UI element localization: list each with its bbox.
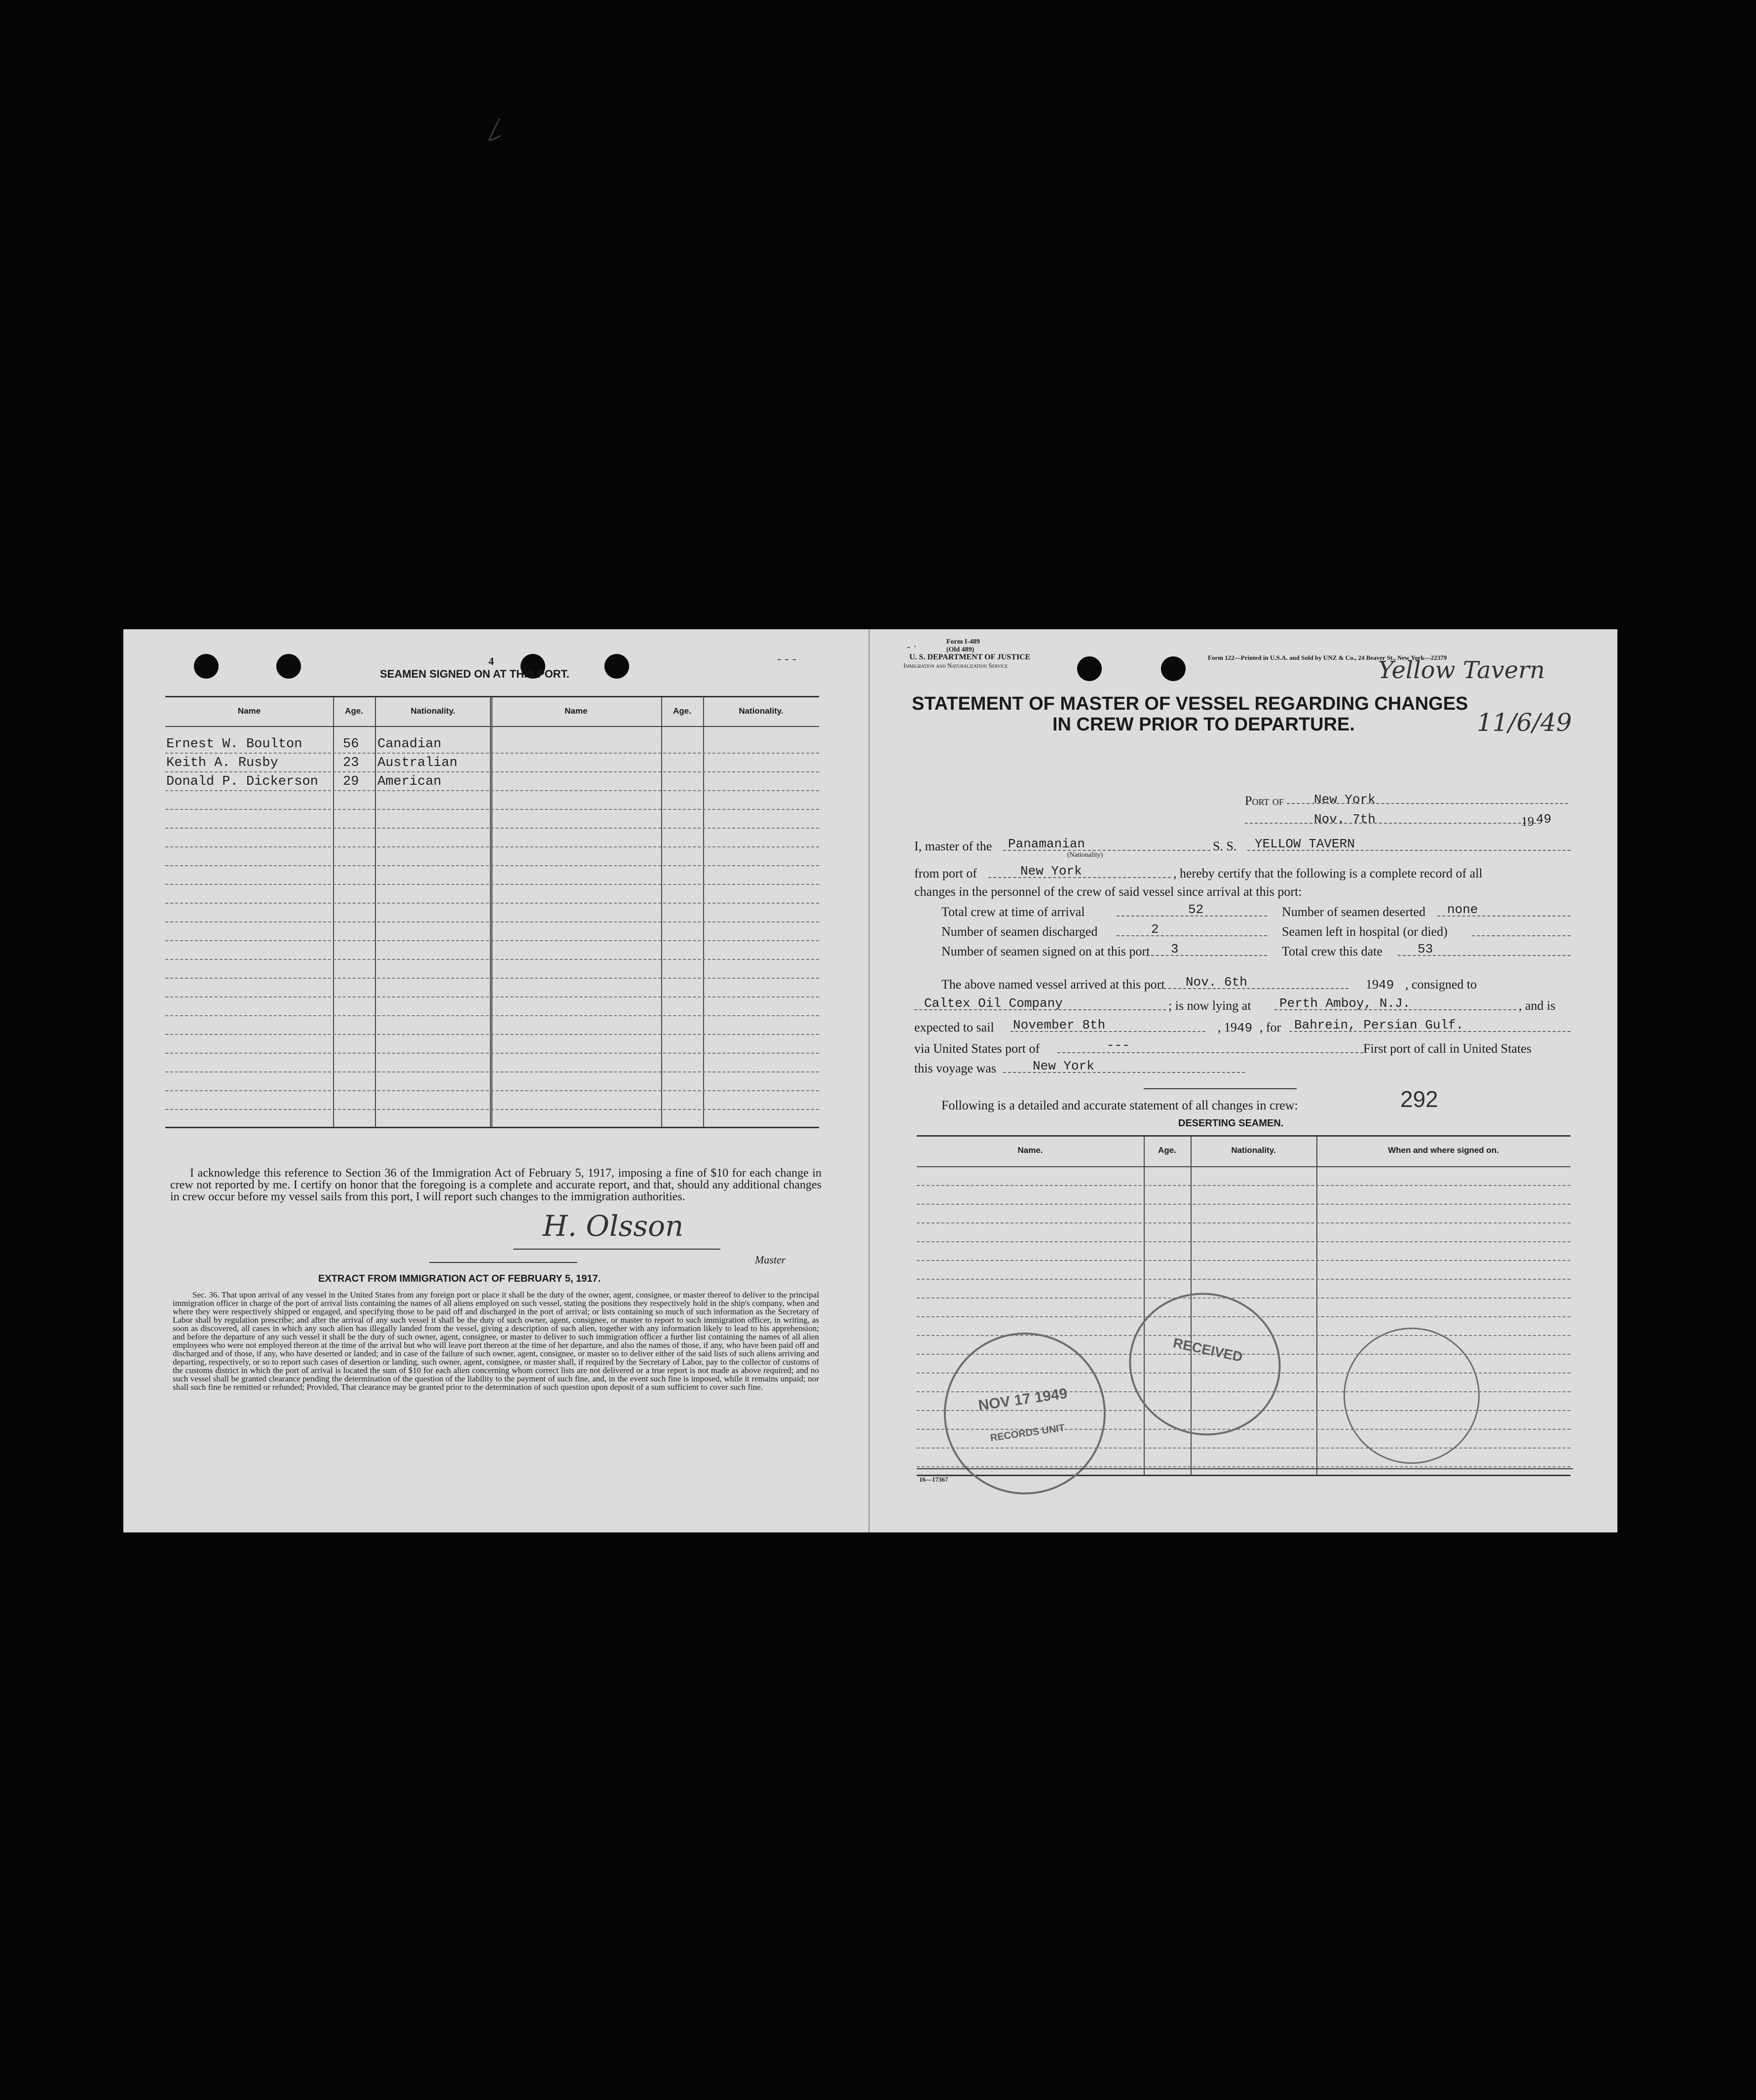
acknowledgment-text: I acknowledge this reference to Section 36 of the Immigration Act of February 5, 1917, imposing a fine of $10 for each change in crew not reported by me. I certify on honor that the foregoing is a complete and accurate report, and that, should any additional changes in crew occur before my vessel sails from this port, I will report such changes to the immigration authorities. — [170, 1167, 822, 1203]
for-label: , for — [1260, 1020, 1281, 1034]
crew-nationality: American — [377, 774, 442, 789]
discharged-field — [1117, 935, 1267, 936]
col-header-nationality-2: Nationality. — [739, 706, 784, 716]
table-row-line — [917, 1222, 1570, 1223]
statement-label: Following is a detailed and accurate statement of all changes in crew: — [941, 1098, 1298, 1112]
table-row-line — [917, 1204, 1570, 1205]
table-row-line — [165, 959, 819, 960]
table-row-line — [165, 903, 819, 904]
right-page — [868, 629, 1617, 1532]
total-crew-date-value: 53 — [1418, 942, 1433, 956]
consigned-label: , consigned to — [1405, 977, 1477, 992]
deserted-label: Number of seamen deserted — [1282, 905, 1425, 919]
discharged-value: 2 — [1151, 922, 1159, 937]
table-row-line — [165, 1015, 819, 1016]
crew-age: 56 — [343, 737, 359, 752]
port-seal-stamp — [1344, 1328, 1480, 1464]
table-row-line — [165, 921, 819, 922]
handwritten-vessel-name: Yellow Tavern — [1378, 656, 1545, 684]
divider — [1144, 1088, 1297, 1089]
printer-note: Form 122—Printed in U.S.A. and Sold by UNZ & Co., 24 Beaver St., New York—22379 — [1208, 654, 1447, 661]
signed-on-value: 3 — [1171, 942, 1179, 956]
hospital-field — [1472, 935, 1570, 936]
handwritten-date: 11/6/49 — [1477, 708, 1572, 737]
table-row-line — [165, 865, 819, 866]
voyage-value: New York — [1033, 1059, 1094, 1073]
column-divider — [375, 697, 376, 1127]
crew-age: 23 — [343, 756, 359, 770]
arrived-year-value: 49 — [1379, 978, 1394, 993]
col-header-nationality: Nationality. — [411, 706, 455, 716]
punch-hole — [194, 654, 219, 679]
total-crew-arrival-value: 52 — [1188, 902, 1204, 917]
column-divider — [490, 697, 492, 1127]
table-row-line — [165, 884, 819, 885]
seamen-signed-table — [165, 696, 819, 1128]
col-header-signed-on: When and where signed on. — [1388, 1145, 1499, 1155]
punch-hole — [604, 654, 629, 679]
table-row-line — [165, 1109, 819, 1110]
extract-title: EXTRACT FROM IMMIGRATION ACT OF FEBRUARY 5, 1917. — [318, 1273, 601, 1284]
and-is-label: , and is — [1519, 998, 1556, 1013]
table-row-line — [165, 1071, 819, 1072]
consignee-value: Caltex Oil Company — [924, 996, 1063, 1011]
table-row-line — [165, 790, 819, 791]
from-port-label: from port of — [914, 866, 977, 880]
table-row-line — [917, 1260, 1570, 1261]
punch-hole — [1161, 656, 1186, 681]
col-header-name-2: Name — [564, 706, 588, 716]
via-field — [1057, 1052, 1363, 1053]
col-header-age: Age. — [1158, 1145, 1176, 1155]
signed-on-field — [1146, 955, 1267, 956]
expected-value: November 8th — [1013, 1018, 1106, 1032]
year-value: 49 — [1536, 812, 1552, 827]
form-number: Form I-489 — [946, 638, 980, 646]
page-stamp-number: 292 — [1400, 1086, 1438, 1112]
form-code: 16—17367 — [919, 1476, 948, 1483]
ss-label: S. S. — [1213, 839, 1237, 853]
form-title-line-2: IN CREW PRIOR TO DEPARTURE. — [1052, 714, 1355, 735]
table-row-line — [165, 753, 819, 754]
nationality-caption: (Nationality) — [1067, 851, 1103, 859]
column-divider — [661, 697, 662, 1127]
column-divider — [703, 697, 704, 1127]
crew-name: Keith A. Rusby — [166, 756, 278, 770]
year-prefix: 19 — [1521, 814, 1534, 829]
table-row-line — [165, 809, 819, 810]
table-row-line — [165, 978, 819, 979]
left-page — [123, 629, 868, 1532]
crew-age: 29 — [343, 774, 359, 789]
sail-year: , 1949 — [1218, 1020, 1253, 1035]
table-row-line — [917, 1185, 1570, 1186]
seamen-signed-title: SEAMEN SIGNED ON AT THIS PORT. — [380, 668, 569, 680]
crew-nationality: Canadian — [377, 737, 442, 752]
date-field — [1245, 823, 1541, 824]
table-row-line — [165, 846, 819, 847]
from-port-value: New York — [1020, 864, 1082, 878]
table-row-line — [165, 828, 819, 829]
discharged-label: Number of seamen discharged — [941, 924, 1098, 939]
signature-line — [513, 1249, 720, 1250]
stamp-received: RECEIVED — [1171, 1335, 1244, 1365]
form-title-line-1: STATEMENT OF MASTER OF VESSEL REGARDING CHANGES — [912, 693, 1468, 714]
stamp-unit: RECORDS UNIT — [989, 1422, 1066, 1444]
master-label: Master — [755, 1254, 786, 1266]
destination-value: Bahrein, Persian Gulf. — [1294, 1018, 1464, 1032]
table-row-line — [165, 996, 819, 997]
signed-on-label: Number of seamen signed on at this port — [941, 944, 1150, 958]
arrived-year: 1949 — [1366, 977, 1394, 993]
service-name: Immigration and Naturalization Service — [903, 662, 1008, 669]
crew-nationality: Australian — [377, 756, 458, 770]
table-header — [917, 1137, 1570, 1167]
via-label: via United States port of — [914, 1041, 1040, 1056]
port-label: Port of — [1245, 794, 1284, 808]
divider — [429, 1262, 577, 1263]
table-row-line — [165, 1034, 819, 1035]
expected-label: expected to sail — [914, 1020, 994, 1034]
vessel-name: YELLOW TAVERN — [1255, 837, 1355, 851]
department-name: U. S. DEPARTMENT OF JUSTICE — [909, 653, 1031, 661]
deserted-value: none — [1447, 902, 1478, 917]
table-row-line — [165, 1053, 819, 1054]
hospital-label: Seamen left in hospital (or died) — [1282, 924, 1448, 939]
table-row-line — [165, 1090, 819, 1091]
crew-name: Ernest W. Boulton — [166, 737, 302, 752]
first-port-label: First port of call in United States — [1363, 1041, 1532, 1056]
column-divider — [1144, 1137, 1145, 1475]
col-header-age-2: Age. — [673, 706, 691, 716]
stamp-date: NOV 17 1949 — [977, 1385, 1069, 1414]
column-divider — [333, 697, 334, 1127]
extract-body: Sec. 36. That upon arrival of any vessel in the United States from any foreign port or place it shall be the duty of the owner, agent, consignee, or master thereof to deliver to the principal immigration officer in charge of the port of arrival lists containing the names of all aliens employed on such vessel, stating the positions they respectively hold in the ship's company, when and where they were respectively shipped or engaged, and specifying those to be paid off and discharged in the port of arrival; or lists containing so much of such information as the Secretary of Labor shall by regulation prescribe; and after the arrival of any such vessel it shall be the duty of such owner, agent, consignee, or master to report to such immigration officer, in writing, as soon as discovered, all cases in which any such alien has illegally landed from the vessel, giving a description of such alien, together with any information likely to lead to his apprehension; and before the departure of any such vessel it shall be the duty of such owner, agent, consignee, or master to deliver to such immigration officer a further list containing the names of all alien employees who were not employed thereon at the time of the arrival but who will leave port thereon at the time of her departure, and also the names of those, if any, who have been paid off and discharged and of those, if any, who have deserted or landed; and in case of the failure of such owner, agent, consignee, or master so to deliver either of the said lists of such aliens arriving and departing, respectively, or so to report such cases of desertion or landing, such owner, agent, consignee, or master shall, if required by the Secretary of Labor, pay to the collector of customs of the customs district in which the port of arrival is located the sum of $10 for each alien concerning whom correct lists are not delivered or a true report is not made as above required; and no such vessel shall be granted clearance pending the determination of the question of the liability to the payment of such fine, and, in the event such fine is imposed, while it remains unpaid; nor shall such fine be remitted or refunded; Provided, That clearance may be granted prior to the determination of such question upon deposit of a sum sufficient to cover such fine. — [173, 1290, 819, 1392]
voyage-label: this voyage was — [914, 1061, 997, 1075]
nationality-value: Panamanian — [1008, 837, 1085, 851]
column-divider — [1316, 1137, 1317, 1475]
punch-hole — [1077, 656, 1102, 681]
lying-label: ; is now lying at — [1168, 998, 1251, 1013]
master-signature: H. Olsson — [543, 1209, 684, 1243]
crew-name: Donald P. Dickerson — [166, 774, 318, 789]
corner-marks: - · — [907, 640, 917, 652]
table-row-line — [917, 1241, 1570, 1242]
via-value: --- — [1107, 1038, 1130, 1053]
table-row-line — [917, 1279, 1570, 1280]
arrived-value: Nov. 6th — [1186, 975, 1247, 990]
corner-marks: - - - — [777, 651, 796, 666]
master-of-label: I, master of the — [914, 839, 992, 853]
punch-hole — [276, 654, 301, 679]
form-old-number: (Old 489) — [946, 646, 974, 653]
deserting-title: DESERTING SEAMEN. — [1178, 1118, 1284, 1129]
certify-text-2: changes in the personnel of the crew of said vessel since arrival at this port: — [914, 884, 1302, 899]
table-row-line — [165, 940, 819, 941]
port-value: New York — [1314, 792, 1376, 807]
date-value: Nov. 7th — [1314, 812, 1376, 827]
certify-text: , hereby certify that the following is a complete record of all — [1173, 866, 1483, 880]
lying-value: Perth Amboy, N.J. — [1279, 996, 1411, 1011]
sail-year-value: 49 — [1237, 1021, 1253, 1035]
total-crew-arrival-label: Total crew at time of arrival — [941, 905, 1085, 919]
col-header-age: Age. — [345, 706, 363, 716]
col-header-name: Name. — [1017, 1145, 1043, 1155]
col-header-name: Name — [237, 706, 261, 716]
page-number: 4 — [488, 655, 494, 667]
stray-pen-mark — [486, 116, 506, 148]
table-row-line — [165, 771, 819, 772]
total-crew-date-label: Total crew this date — [1282, 944, 1382, 958]
divider — [917, 1468, 1573, 1469]
arrived-label: The above named vessel arrived at this port — [941, 977, 1165, 992]
col-header-nationality: Nationality. — [1231, 1145, 1276, 1155]
